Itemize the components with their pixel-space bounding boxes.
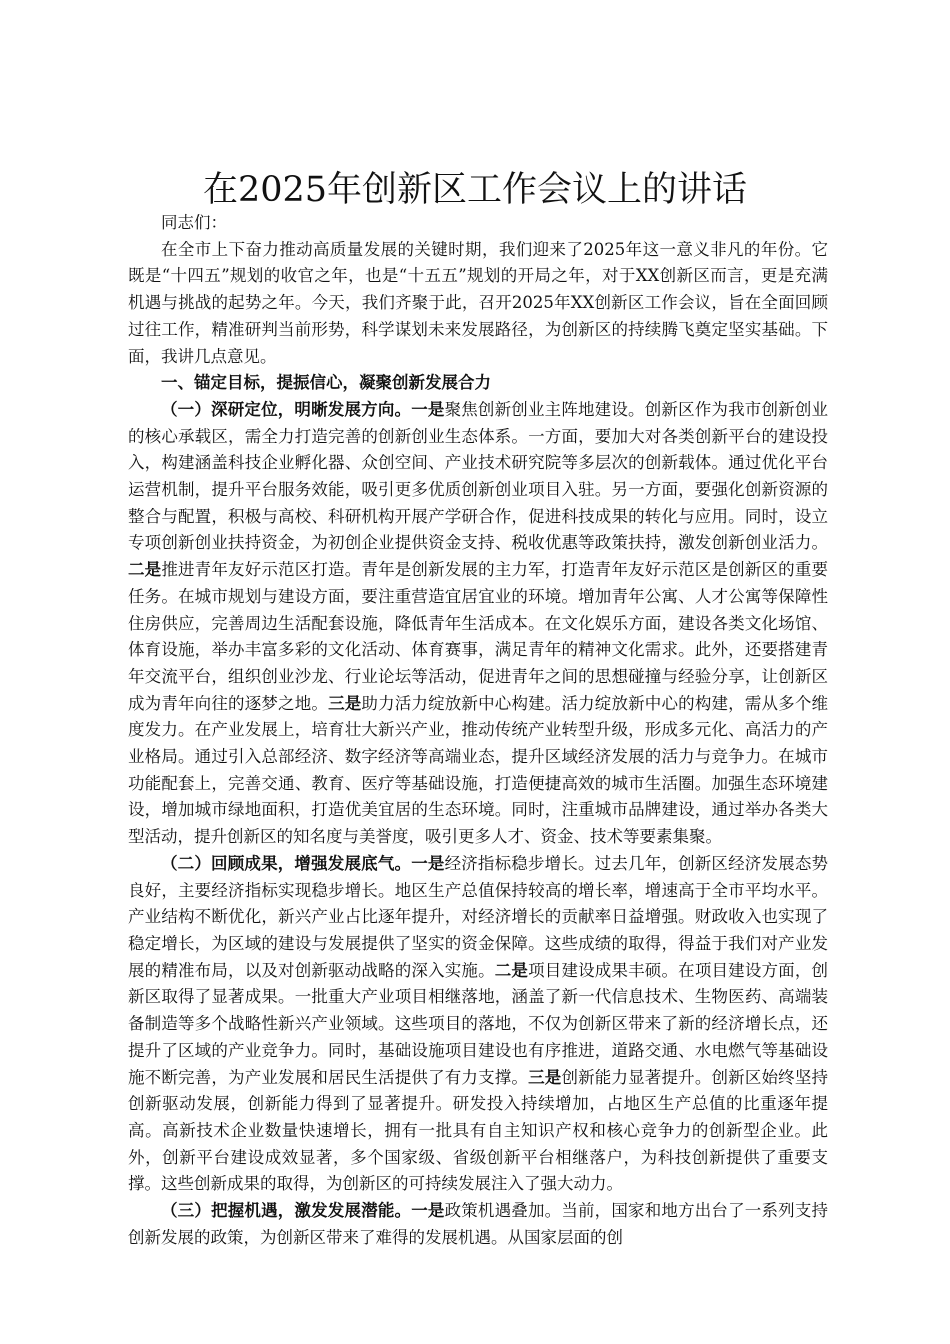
subsection-paragraph-1 <box>128 397 828 851</box>
document-title: 在2025年创新区工作会议上的讲话 <box>202 170 748 210</box>
point-text: 创新能力显著提升。创新区始终坚持创新驱动发展，创新能力得到了显著提升。研发投入持续增加，占地区生产总值的比重逐年提高。高新技术企业数量快速增长，拥有一批具有自主知识产权和核心竞争力的创新型企业。此外，创新平台建设成效显著，多个国家级、省级创新平台相继落户，为科技创新提供了重要支撑。这些创新成果的取得，为创新区的可持续发展注入了强大动力。 <box>128 1067 829 1194</box>
point-marker: 二是 <box>128 560 162 580</box>
subsection-paragraph-2 <box>128 851 828 1198</box>
subsection-heading-2: （二）回顾成果，增强发展底气。 <box>161 853 412 873</box>
point-marker: 一是 <box>411 853 445 873</box>
point-text: 政策机遇叠加。当前，国家和地方出台了一系列支持创新发展的政策，为创新区带来了难得的发展机遇。从国家层面的创 <box>128 1201 829 1247</box>
point-marker: 一是 <box>411 1201 445 1221</box>
intro-paragraph: 在全市上下奋力推动高质量发展的关键时期，我们迎来了2025年这一意义非凡的年份。它既是“十四五”规划的收官之年，也是“十五五”规划的开局之年，对于XX创新区而言，更是充满机遇与挑战的起势之年。今天，我们齐聚于此，召开2025年XX创新区工作会议，旨在全面回顾过往工作，精准研判当前形势，科学谋划未来发展路径，为创新区的持续腾飞奠定坚实基础。下面，我讲几点意见。 <box>128 239 828 366</box>
subsection-heading-3: （三）把握机遇，激发发展潜能。 <box>161 1201 412 1221</box>
salutation: 同志们： <box>161 213 227 232</box>
point-text: 聚焦创新创业主阵地建设。创新区作为我市创新创业的核心承载区，需全力打造完善的创新创业生态体系。一方面，要加大对各类创新平台的建设投入，构建涵盖科技企业孵化器、众创空间、产业技术研究院等多层次的创新载体。通过优化平台运营机制，提升平台服务效能，吸引更多优质创新创业项目入驻。另一方面，要强化创新资源的整合与配置，积极与高校、科研机构开展产学研合作，促进科技成果的转化与应用。同时，设立专项创新创业扶持资金，为初创企业提供资金支持、税收优惠等政策扶持，激发创新创业活力。 <box>128 399 829 553</box>
point-marker: 一是 <box>411 399 445 419</box>
document-body <box>128 210 828 1251</box>
subsection-paragraph-3 <box>128 1198 828 1251</box>
point-text: 推进青年友好示范区打造。青年是创新发展的主力军，打造青年友好示范区是创新区的重要任务。在城市规划与建设方面，要注重营造宜居宜业的环境。增加青年公寓、人才公寓等保障性住房供应，完善周边生活配套设施，降低青年生活成本。在文化娱乐方面，建设各类文化场馆、体育设施，举办丰富多彩的文化活动、体育赛事，满足青年的精神文化需求。此外，还要搭建青年交流平台，组织创业沙龙、行业论坛等活动，促进青年之间的思想碰撞与经验分享，让创新区成为青年向往的逐梦之地。 <box>128 560 829 713</box>
subsection-heading-1: （一）深研定位，明晰发展方向。 <box>161 399 412 419</box>
point-marker: 三是 <box>528 1067 562 1087</box>
section-heading-1: 一、锚定目标，提振信心，凝聚创新发展合力 <box>161 373 491 393</box>
point-text: 项目建设成果丰硕。在项目建设方面，创新区取得了显著成果。一批重大产业项目相继落地，涵盖了新一代信息技术、生物医药、高端装备制造等多个战略性新兴产业领域。这些项目的落地，不仅为创新区带来了新的经济增长点，还提升了区域的产业竞争力。同时，基础设施项目建设也有序推进，道路交通、水电燃气等基础设施不断完善，为产业发展和居民生活提供了有力支撑。 <box>128 960 829 1087</box>
point-text: 助力活力绽放新中心构建。活力绽放新中心的构建，需从多个维度发力。在产业发展上，培育壮大新兴产业，推动传统产业转型升级，形成多元化、高活力的产业格局。通过引入总部经济、数字经济等高端业态，提升区域经济发展的活力与竞争力。在城市功能配套上，完善交通、教育、医疗等基础设施，打造便捷高效的城市生活圈。加强生态环境建设，增加城市绿地面积，打造优美宜居的生态环境。同时，注重城市品牌建设，通过举办各类大型活动，提升创新区的知名度与美誉度，吸引更多人才、资金、技术等要素集聚。 <box>128 693 829 847</box>
point-marker: 二是 <box>494 960 529 980</box>
point-text: 经济指标稳步增长。过去几年，创新区经济发展态势良好，主要经济指标实现稳步增长。地区生产总值保持较高的增长率，增速高于全市平均水平。产业结构不断优化，新兴产业占比逐年提升，对经济增长的贡献率日益增强。财政收入也实现了稳定增长，为区域的建设与发展提供了坚实的资金保障。这些成绩的取得，得益于我们对产业发展的精准布局，以及对创新驱动战略的深入实施。 <box>128 853 829 980</box>
point-marker: 三是 <box>328 693 362 713</box>
